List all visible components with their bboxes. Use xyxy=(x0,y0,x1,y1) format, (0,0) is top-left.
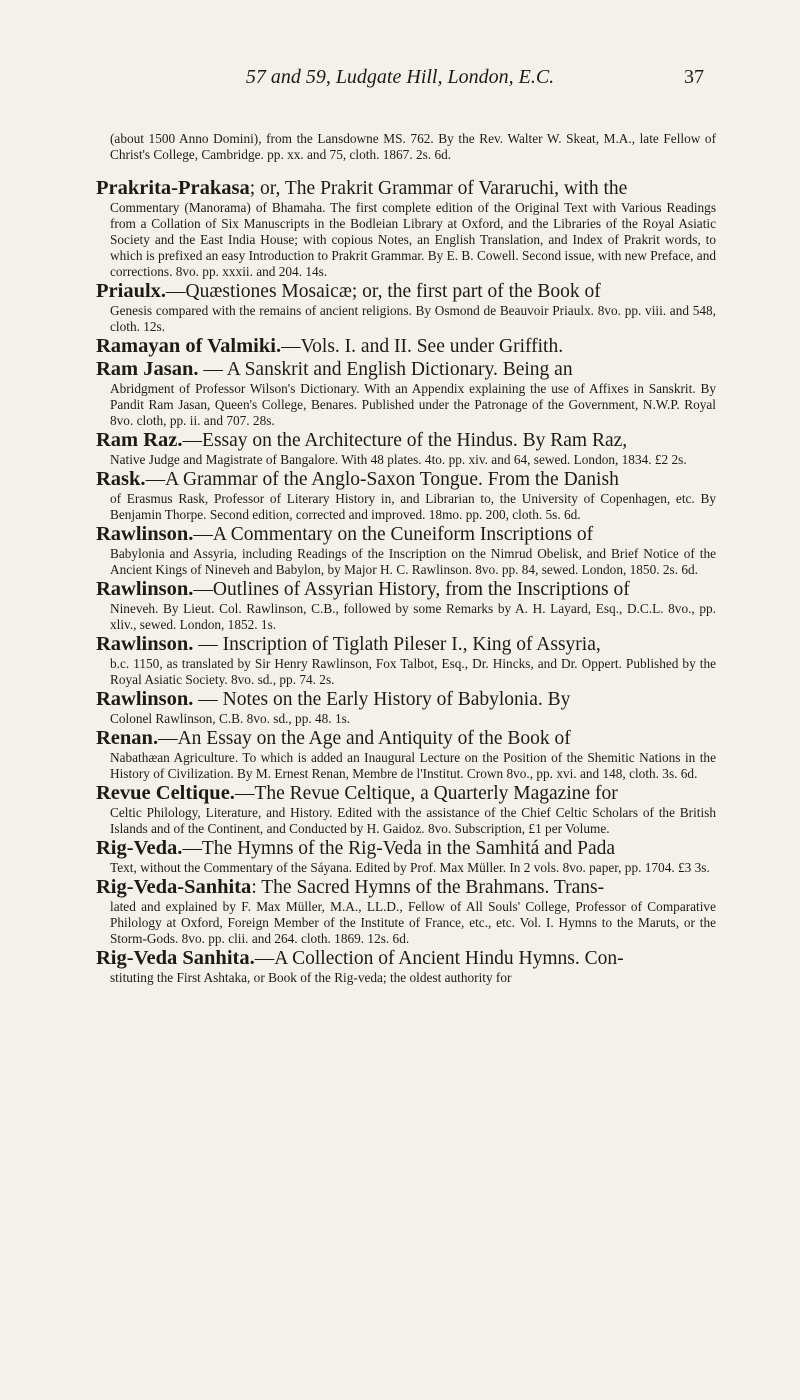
entry-title: —A Collection of Ancient Hindu Hymns. Con- xyxy=(254,947,624,969)
catalogue-entries xyxy=(96,177,716,986)
entry-title: —A Commentary on the Cuneiform Inscriptions of xyxy=(193,523,594,545)
entry-headword: Rig-Veda Sanhita. xyxy=(96,946,255,969)
entry-headword: Priaulx. xyxy=(96,279,167,302)
entry-title-line xyxy=(96,523,716,546)
running-head xyxy=(96,66,704,88)
entry-title: ; or, The Prakrit Grammar of Vararuchi, with the xyxy=(249,177,628,199)
entry-title-line xyxy=(96,358,716,381)
entry-description: stituting the First Ashtaka, or Book of the Rig-veda; the oldest authority for xyxy=(110,969,512,985)
catalogue-listing xyxy=(96,118,716,986)
entry-description: b.c. 1150, as translated by Sir Henry Rawlinson, Fox Talbot, Esq., Dr. Hincks, and Dr. Oppert. Published by the Royal Asiatic Society. 8vo. sd., pp. 74. 2s. xyxy=(110,655,716,687)
entry-title-line xyxy=(96,468,716,491)
catalogue-entry xyxy=(96,523,716,578)
entry-description: Babylonia and Assyria, including Readings of the Inscription on the Nimrud Obelisk, and Brief Notice of the Ancient Kings of Nineveh and Babylon, by Major H. C. Rawlinson. 8vo. pp. 84, sewed. London, 1850. 2s. 6d. xyxy=(110,545,716,577)
entry-headword: Prakrita-Prakasa xyxy=(96,176,250,199)
catalogue-entry xyxy=(96,280,716,335)
entry-title: : The Sacred Hymns of the Brahmans. Trans- xyxy=(251,876,605,898)
entry-title: —The Hymns of the Rig-Veda in the Samhitá and Pada xyxy=(182,837,616,859)
entry-headword: Ram Jasan. xyxy=(96,357,199,380)
entry-headword: Rig-Veda. xyxy=(96,836,183,859)
entry-description: Genesis compared with the remains of ancient religions. By Osmond de Beauvoir Priaulx. 8vo. pp. viii. and 548, cloth. 12s. xyxy=(110,302,716,334)
entry-headword: Ramayan of Valmiki. xyxy=(96,334,282,357)
entry-title-line xyxy=(96,578,716,601)
entry-title-line xyxy=(96,876,716,899)
entry-description: Colonel Rawlinson, C.B. 8vo. sd., pp. 48. 1s. xyxy=(110,710,351,726)
catalogue-entry xyxy=(96,782,716,837)
entry-title: —Quæstiones Mosaicæ; or, the first part of the Book of xyxy=(166,280,601,302)
entry-title: —An Essay on the Age and Antiquity of the Book of xyxy=(158,727,571,749)
entry-title-line xyxy=(96,837,716,860)
entry-headword: Renan. xyxy=(96,726,159,749)
entry-title-line xyxy=(96,633,716,656)
entry-title-line xyxy=(96,727,716,750)
catalogue-entry xyxy=(96,947,716,986)
catalogue-entry xyxy=(96,177,716,280)
entry-title-line xyxy=(96,177,716,200)
entry-description: Celtic Philology, Literature, and History. Edited with the assistance of the Chief Celtic Scholars of the British Islands and of the Continent, and Conducted by H. Gaidoz. 8vo. Subscription, £1 per Volume. xyxy=(110,804,716,836)
catalogue-entry xyxy=(96,688,716,727)
entry-headword: Rig-Veda-Sanhita xyxy=(96,875,252,898)
entry-description: lated and explained by F. Max Müller, M.A., LL.D., Fellow of All Souls' College, Professor of Comparative Philology at Oxford, Foreign Member of the Institute of France, etc., etc. Vol. I. Hymns to the Maruts, or the Storm-Gods. 8vo. pp. clii. and 264. cloth. 1869. 12s. 6d. xyxy=(110,898,716,946)
entry-title: — Inscription of Tiglath Pileser I., King of Assyria, xyxy=(193,633,601,655)
entry-headword: Ram Raz. xyxy=(96,428,183,451)
catalogue-entry xyxy=(96,429,716,468)
entry-description: Abridgment of Professor Wilson's Dictionary. With an Appendix explaining the use of Affixes in Sanskrit. By Pandit Ram Jasan, Queen's College, Benares. Published under the Patronage of the Government, N.W.P. Royal 8vo. cloth, pp. ii. and 707. 28s. xyxy=(110,380,716,428)
entry-description: Native Judge and Magistrate of Bangalore. With 48 plates. 4to. pp. xiv. and 64, sewed. London, 1834. £2 2s. xyxy=(110,451,687,467)
entry-title: —Outlines of Assyrian History, from the Inscriptions of xyxy=(193,578,630,600)
catalogue-entry xyxy=(96,578,716,633)
catalogue-entry xyxy=(96,876,716,947)
entry-title-line xyxy=(96,335,716,358)
entry-title: —Vols. I. and II. See under Griffith. xyxy=(281,335,564,357)
continued-entry-text: (about 1500 Anno Domini), from the Lansdowne MS. 762. By the Rev. Walter W. Skeat, M.A., late Fellow of Christ's College, Cambridge. pp. xx. and 75, cloth. 1867. 2s. 6d. xyxy=(110,131,716,163)
entry-title: —A Grammar of the Anglo-Saxon Tongue. From the Danish xyxy=(145,468,619,490)
entry-description: Commentary (Manorama) of Bhamaha. The first complete edition of the Original Text with Various Readings from a Collation of Six Manuscripts in the Bodleian Library at Oxford, and the Libraries of the Royal Asiatic Society and the East India House; with copious Notes, an English Translation, and Index of Prakrit words, to which is prefixed an easy Introduction to Prakrit Grammar. By E. B. Cowell. Second issue, with new Preface, and corrections. 8vo. pp. xxxii. and 204. 14s. xyxy=(110,199,716,279)
entry-description: of Erasmus Rask, Professor of Literary History in, and Librarian to, the University of Copenhagen, etc. By Benjamin Thorpe. Second edition, corrected and improved. 18mo. pp. 200, cloth. 5s. 6d. xyxy=(110,490,716,522)
entry-headword: Rawlinson. xyxy=(96,522,194,545)
catalogue-entry xyxy=(96,633,716,688)
entry-title-line xyxy=(96,688,716,711)
catalogue-entry xyxy=(96,837,716,876)
entry-title-line xyxy=(96,782,716,805)
running-head-title: 57 and 59, Ludgate Hill, London, E.C. xyxy=(245,66,555,88)
page-number: 37 xyxy=(684,66,704,88)
entry-description: Text, without the Commentary of the Sáyana. Edited by Prof. Max Müller. In 2 vols. 8vo. paper, pp. 1704. £3 3s. xyxy=(110,859,710,875)
entry-title-line xyxy=(96,947,716,970)
entry-title-line xyxy=(96,280,716,303)
entry-headword: Rawlinson. xyxy=(96,632,194,655)
entry-description: Nineveh. By Lieut. Col. Rawlinson, C.B., followed by some Remarks by A. H. Layard, Esq., D.C.L. 8vo., pp. xliv., sewed. London, 1852. 1s. xyxy=(110,600,716,632)
entry-title: —The Revue Celtique, a Quarterly Magazine for xyxy=(234,782,618,804)
entry-title: — A Sanskrit and English Dictionary. Being an xyxy=(198,358,573,380)
entry-headword: Rawlinson. xyxy=(96,577,194,600)
catalogue-entry xyxy=(96,335,716,358)
catalogue-entry xyxy=(96,727,716,782)
catalogue-entry xyxy=(96,468,716,523)
entry-title-line xyxy=(96,429,716,452)
entry-title: — Notes on the Early History of Babylonia. By xyxy=(193,688,571,710)
entry-title: —Essay on the Architecture of the Hindus. By Ram Raz, xyxy=(182,429,628,451)
entry-headword: Rawlinson. xyxy=(96,687,194,710)
entry-headword: Rask. xyxy=(96,467,146,490)
entry-description: Nabathæan Agriculture. To which is added an Inaugural Lecture on the Position of the Shemitic Nations in the History of Civilization. By M. Ernest Renan, Membre de l'Institut. Crown 8vo., pp. xvi. and 148, cloth. 3s. 6d. xyxy=(110,749,716,781)
catalogue-entry xyxy=(96,358,716,429)
entry-headword: Revue Celtique. xyxy=(96,781,235,804)
